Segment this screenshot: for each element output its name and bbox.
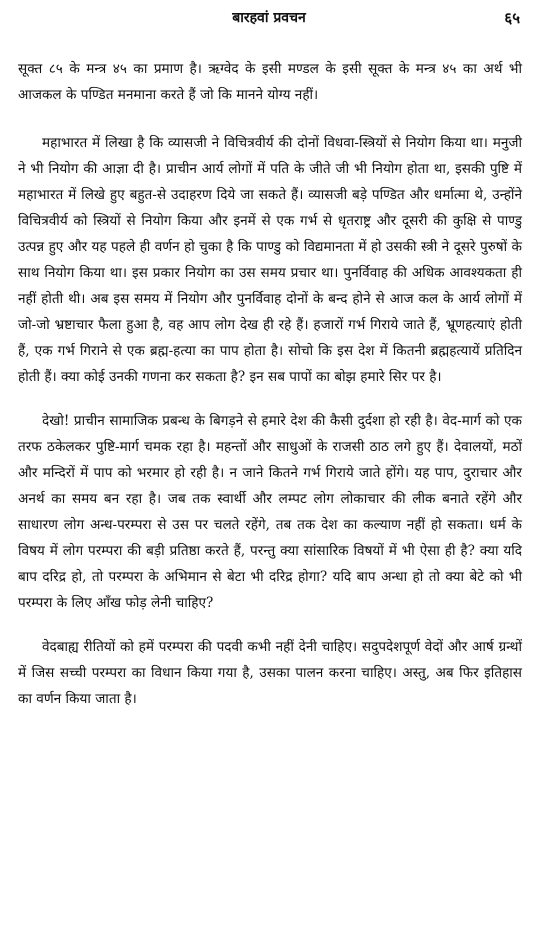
body-text [18,56,522,712]
paragraph-1: सूक्त ८५ के मन्त्र ४५ का प्रमाण है। ऋग्वेद के इसी मण्डल के इसी सूक्त के मन्त्र ४५ का अर्थ भी आजकल के पण्डित मनमाना करते हैं जो कि मानने योग्य नहीं। [18,61,522,103]
paragraph-4: वेदबाह्य रीतियों को हमें परम्परा की पदवी कभी नहीं देनी चाहिए। सदुपदेशपूर्ण वेदों और आर्ष ग्रन्थों में जिस सच्ची परम्परा का विधान किया गया है, उसका पालन करना चाहिए। अस्तु, अब फिर इतिहास का वर्णन किया जाता है। [18,639,522,707]
paragraph-3: देखो! प्राचीन सामाजिक प्रबन्ध के बिगड़ने से हमारे देश की कैसी दुर्दशा हो रही है। वेद-मार्ग को एक तरफ ठकेलकर पुष्टि-मार्ग चमक रहा है। महन्तों और साधुओं के राजसी ठाठ लगे हुए हैं। देवालयों, मठों और मन्दिरों में पाप को भरमार हो रही है। न जाने कितने गर्भ गिराये जाते होंगे। यह पाप, दुराचार और अनर्थ का समय बन रहा है। जब तक स्वार्थी और लम्पट लोग लोकाचार की लीक बनाते रहेंगे और साधारण लोग अन्ध-परम्परा से उस पर चलते रहेंगे, तब तक देश का कल्याण नहीं हो सकता। धर्म के विषय में लोग परम्परा की बड़ी प्रतिष्ठा करते हैं, परन्तु क्या सांसारिक विषयों में भी ऐसा ही है? क्या यदि बाप दरिद्र हो, तो परम्परा के अभिमान से बेटा भी दरिद्र होगा? यदि बाप अन्धा हो तो क्या बेटे को भी परम्परा के लिए आँख फोड़ लेनी चाहिए? [18,413,522,611]
page-header [0,8,538,32]
running-title: बारहवां प्रवचन [232,10,306,26]
page-number: ६५ [504,9,520,27]
paragraph-2: महाभारत में लिखा है कि व्यासजी ने विचित्रवीर्य की दोनों विधवा-स्त्रियों से नियोग किया था। मनुजी ने भी नियोग की आज्ञा दी है। प्राचीन आर्य लोगों में पति के जीते जी भी नियोग होता था, इसकी पुष्टि में महाभारत में लिखे हुए बहुत-से उदाहरण दिये जा सकते हैं। व्यासजी बड़े पण्डित और धर्मात्मा थे, उन्होंने विचित्रवीर्य को स्त्रियों से नियोग किया और इनमें से एक गर्भ से धृतराष्ट्र और दूसरी की कुक्षि से पाण्डु उत्पन्न हुए और यह पहले ही वर्णन हो चुका है कि पाण्डु को विद्यमानता में हो उसकी स्त्री ने दूसरे पुरुषों के साथ नियोग किया था। इस प्रकार नियोग का उस समय प्रचार था। पुनर्विवाह की अधिक आवश्यकता ही नहीं होती थी। अब इस समय में नियोग और पुनर्विवाह दोनों के बन्द होने से आज कल के आर्य लोगों में जो-जो भ्रष्टाचार फैला हुआ है, वह आप लोग देख ही रहे हैं। हजारों गर्भ गिराये जाते हैं, भ्रूणहत्याएं होती हैं, एक गर्भ गिराने से एक ब्रह्म-हत्या का पाप होता है। सोचो कि इस देश में कितनी ब्रह्महत्यायें प्रतिदिन होती हैं। क्या कोई उनकी गणना कर सकता है? इन सब पापों का बोझ हमारे सिर पर है। [18,135,522,385]
